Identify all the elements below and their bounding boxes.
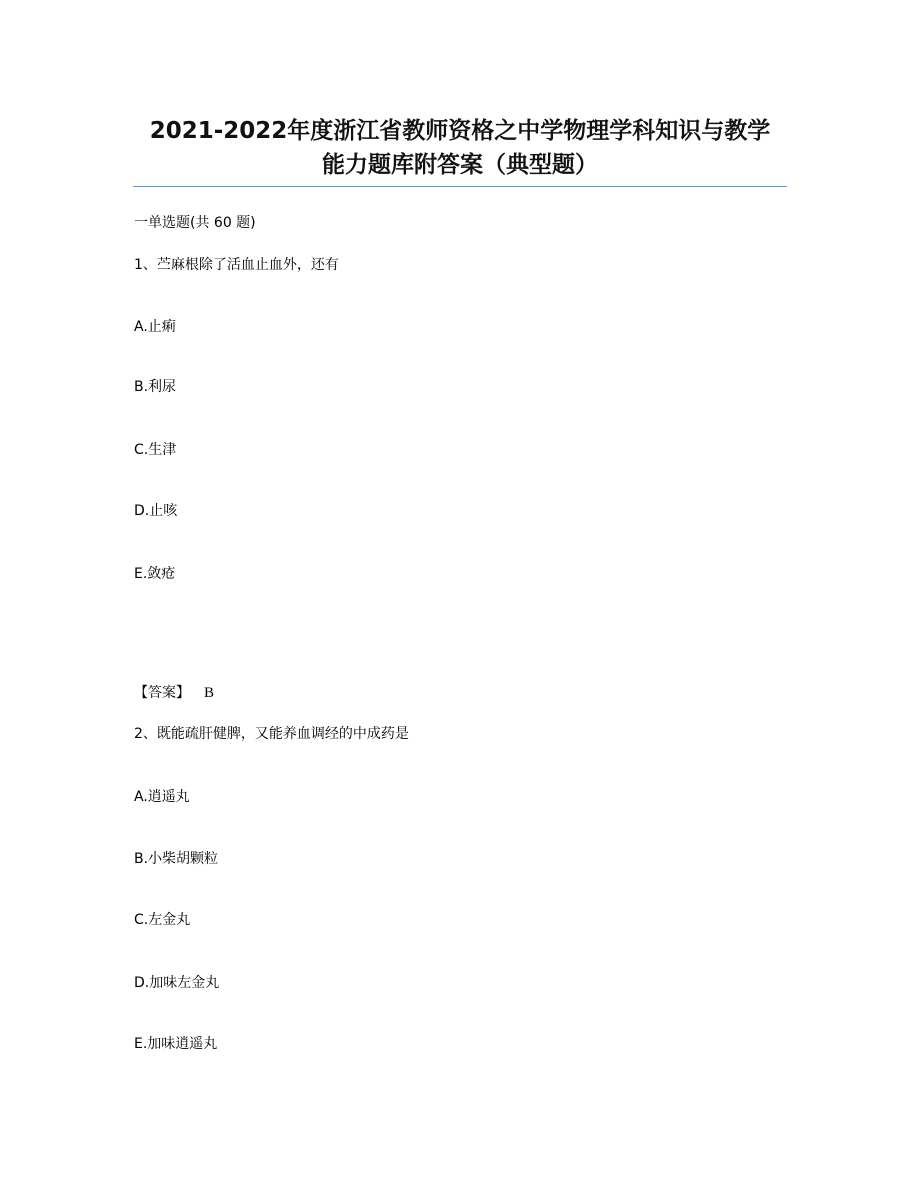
title-divider (133, 186, 787, 187)
question-1-answer (134, 683, 214, 703)
answer-label: 【答案】 (134, 685, 190, 701)
section-label: 一单选题(共 60 题) (134, 215, 256, 231)
question-1-option-d: D.止咳 (134, 503, 178, 519)
question-1-stem: 1、苎麻根除了活血止血外，还有 (134, 257, 339, 273)
document-title-line-1: 2021-2022年度浙江省教师资格之中学物理学科知识与教学 (149, 118, 771, 144)
question-2-stem: 2、既能疏肝健脾，又能养血调经的中成药是 (134, 726, 409, 742)
question-2-option-a: A.逍遥丸 (134, 789, 190, 805)
question-1-option-e: E.敛疮 (134, 566, 176, 582)
question-1-option-b: B.利尿 (134, 379, 177, 395)
question-2-option-d: D.加味左金丸 (134, 975, 220, 991)
document-title-line-2: 能力题库附答案（典型题） (322, 152, 598, 178)
question-1-option-a: A.止痢 (134, 319, 176, 335)
answer-value: B (204, 685, 215, 701)
question-2-option-e: E.加味逍遥丸 (134, 1036, 218, 1052)
question-2-option-c: C.左金丸 (134, 912, 191, 928)
question-1-option-c: C.生津 (134, 442, 177, 458)
question-2-option-b: B.小柴胡颗粒 (134, 851, 219, 867)
